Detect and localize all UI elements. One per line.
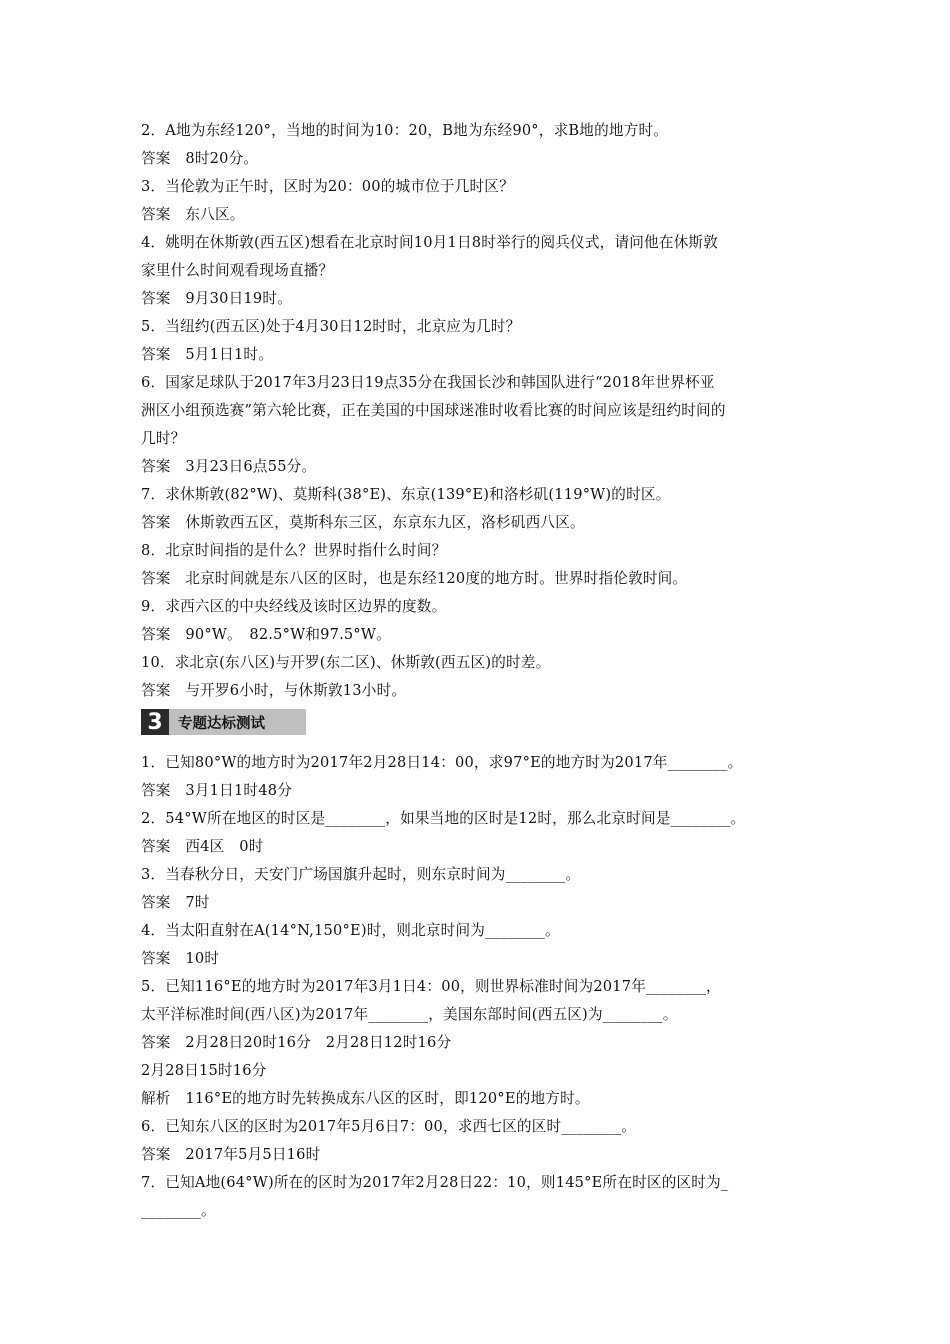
test-answer-1: 答案 3月1日1时48分 [141, 782, 292, 799]
question-9: 9．求西六区的中央经线及该时区边界的度数。 [141, 598, 447, 615]
answer-4: 答案 9月30日19时。 [141, 290, 292, 307]
test-answer-6: 答案 2017年5月5日16时 [141, 1146, 321, 1163]
test-question-7-line-2: ________。 [141, 1202, 216, 1219]
test-question-7-line-1: 7．已知A地(64°W)所在的区时为2017年2月28日22：10，则145°E所在时区的区时为_ [141, 1174, 729, 1191]
question-6-line-1: 6．国家足球队于2017年3月23日19点35分在我国长沙和韩国队进行“2018年世界杯亚 [141, 374, 715, 391]
question-8: 8．北京时间指的是什么？世界时指什么时间？ [141, 542, 447, 559]
question-7: 7．求休斯敦(82°W)、莫斯科(38°E)、东京(139°E)和洛杉矶(119°W)的时区。 [141, 486, 671, 503]
test-question-6: 6．已知东八区的区时为2017年5月6日7：00，求西七区的区时________。 [141, 1118, 637, 1135]
test-answer-3: 答案 7时 [141, 894, 210, 911]
test-question-1: 1．已知80°W的地方时为2017年2月28日14：00，求97°E的地方时为2017年________。 [141, 754, 743, 771]
question-10: 10．求北京(东八区)与开罗(东二区)、休斯敦(西五区)的时差。 [141, 654, 551, 671]
test-question-2: 2．54°W所在地区的时区是________，如果当地的区时是12时，那么北京时间是________。 [141, 810, 746, 827]
answer-9: 答案 90°W。 82.5°W和97.5°W。 [141, 626, 391, 643]
test-answer-4: 答案 10时 [141, 950, 220, 967]
question-5: 5．当纽约(西五区)处于4月30日12时时，北京应为几时？ [141, 318, 521, 335]
section-header [141, 709, 306, 735]
section-number: 3 [141, 709, 169, 735]
test-question-5-line-2: 太平洋标准时间(西八区)为2017年________，美国东部时间(西五区)为________。 [141, 1006, 678, 1023]
answer-8: 答案 北京时间就是东八区的区时，也是东经120度的地方时。世界时指伦敦时间。 [141, 570, 688, 587]
question-6-line-2: 洲区小组预选赛”第六轮比赛，正在美国的中国球迷准时收看比赛的时间应该是纽约时间的 [141, 402, 726, 419]
answer-5: 答案 5月1日1时。 [141, 346, 274, 363]
question-3: 3．当伦敦为正午时，区时为20：00的城市位于几时区？ [141, 178, 514, 195]
question-6-line-3: 几时？ [141, 430, 186, 447]
test-answer-2: 答案 西4区 0时 [141, 838, 264, 855]
test-analysis-5: 解析 116°E的地方时先转换成东八区的区时，即120°E的地方时。 [141, 1090, 590, 1107]
question-2: 2．A地为东经120°，当地的时间为10：20，B地为东经90°，求B地的地方时。 [141, 122, 669, 139]
answer-6: 答案 3月23日6点55分。 [141, 458, 317, 475]
question-4-line-2: 家里什么时间观看现场直播？ [141, 262, 334, 279]
test-question-5-line-1: 5．已知116°E的地方时为2017年3月1日4：00，则世界标准时间为2017年________， [141, 978, 721, 995]
test-answer-5: 答案 2月28日20时16分 2月28日12时16分 [141, 1034, 452, 1051]
answer-3: 答案 东八区。 [141, 206, 245, 223]
test-question-4: 4．当太阳直射在A(14°N,150°E)时，则北京时间为________。 [141, 922, 560, 939]
section-title: 专题达标测试 [169, 709, 306, 735]
test-question-3: 3．当春秋分日，天安门广场国旗升起时，则东京时间为________。 [141, 866, 581, 883]
test-answer-5-cont: 2月28日15时16分 [141, 1062, 267, 1079]
answer-10: 答案 与开罗6小时，与休斯敦13小时。 [141, 682, 407, 699]
answer-2: 答案 8时20分。 [141, 150, 259, 167]
answer-7: 答案 休斯敦西五区，莫斯科东三区，东京东九区，洛杉矶西八区。 [141, 514, 585, 531]
question-4-line-1: 4．姚明在休斯敦(西五区)想看在北京时间10月1日8时举行的阅兵仪式，请问他在休斯敦 [141, 234, 718, 251]
